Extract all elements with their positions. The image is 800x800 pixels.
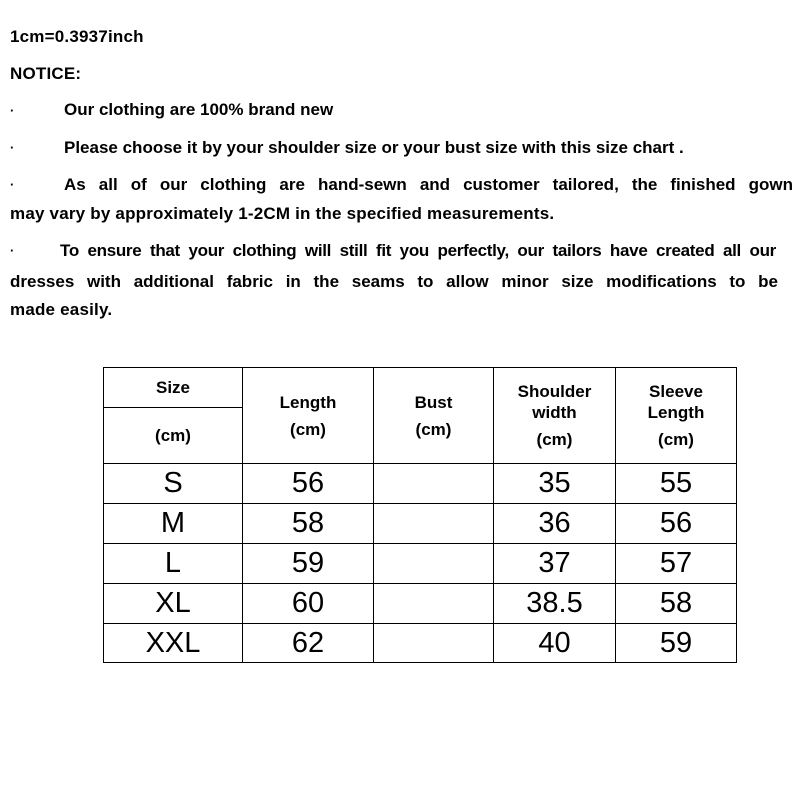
cell-bust: [374, 584, 494, 624]
notice-title: NOTICE:: [10, 64, 82, 83]
bullet-dot: ·: [10, 103, 15, 118]
table-row: [104, 624, 737, 663]
note-fit-line3: made easily.: [10, 300, 113, 319]
header-size-unit: (cm): [104, 408, 243, 464]
bullet-dot: ·: [10, 140, 15, 155]
table-row: [104, 584, 737, 624]
cell-length: 59: [243, 544, 374, 584]
cell-bust: [374, 624, 494, 663]
table-row: [104, 504, 737, 544]
cell-bust: [374, 504, 494, 544]
note-fit-line2: dresses with additional fabric in the seams to allow minor size modifications to be: [10, 272, 778, 291]
table-row: [104, 544, 737, 584]
cell-shoulder: 40: [494, 624, 616, 663]
header-shoulder-width: Shoulder width (cm): [494, 368, 616, 464]
cell-length: 60: [243, 584, 374, 624]
header-length: Length (cm): [243, 368, 374, 464]
cell-sleeve: 58: [616, 584, 737, 624]
cell-size: S: [104, 464, 243, 504]
cell-size: XXL: [104, 624, 243, 663]
cell-shoulder: 37: [494, 544, 616, 584]
cell-sleeve: 57: [616, 544, 737, 584]
note-hand-sewn-line2: may vary by approximately 1-2CM in the specified measurements.: [10, 204, 555, 223]
note-brand-new: Our clothing are 100% brand new: [64, 100, 334, 119]
header-size: Size: [104, 368, 243, 408]
note-hand-sewn-line1: As all of our clothing are hand-sewn and customer tailored, the finished gown: [64, 175, 793, 194]
note-choose-size: Please choose it by your shoulder size or your bust size with this size chart .: [64, 138, 684, 157]
bullet-dot: ·: [10, 177, 15, 192]
table-header-row: [104, 368, 737, 408]
conversion-text: 1cm=0.3937inch: [10, 27, 144, 46]
note-fit-line1: To ensure that your clothing will still fit you perfectly, our tailors have created all our: [60, 241, 776, 260]
cell-sleeve: 59: [616, 624, 737, 663]
cell-bust: [374, 464, 494, 504]
size-chart-table: [103, 367, 737, 663]
table-row: [104, 464, 737, 504]
cell-shoulder: 35: [494, 464, 616, 504]
cell-shoulder: 36: [494, 504, 616, 544]
cell-length: 56: [243, 464, 374, 504]
cell-size: M: [104, 504, 243, 544]
header-bust: Bust (cm): [374, 368, 494, 464]
cell-length: 58: [243, 504, 374, 544]
cell-length: 62: [243, 624, 374, 663]
cell-size: XL: [104, 584, 243, 624]
cell-shoulder: 38.5: [494, 584, 616, 624]
bullet-dot: ·: [10, 243, 15, 258]
cell-size: L: [104, 544, 243, 584]
cell-sleeve: 55: [616, 464, 737, 504]
header-sleeve-length: Sleeve Length (cm): [616, 368, 737, 464]
cell-sleeve: 56: [616, 504, 737, 544]
cell-bust: [374, 544, 494, 584]
